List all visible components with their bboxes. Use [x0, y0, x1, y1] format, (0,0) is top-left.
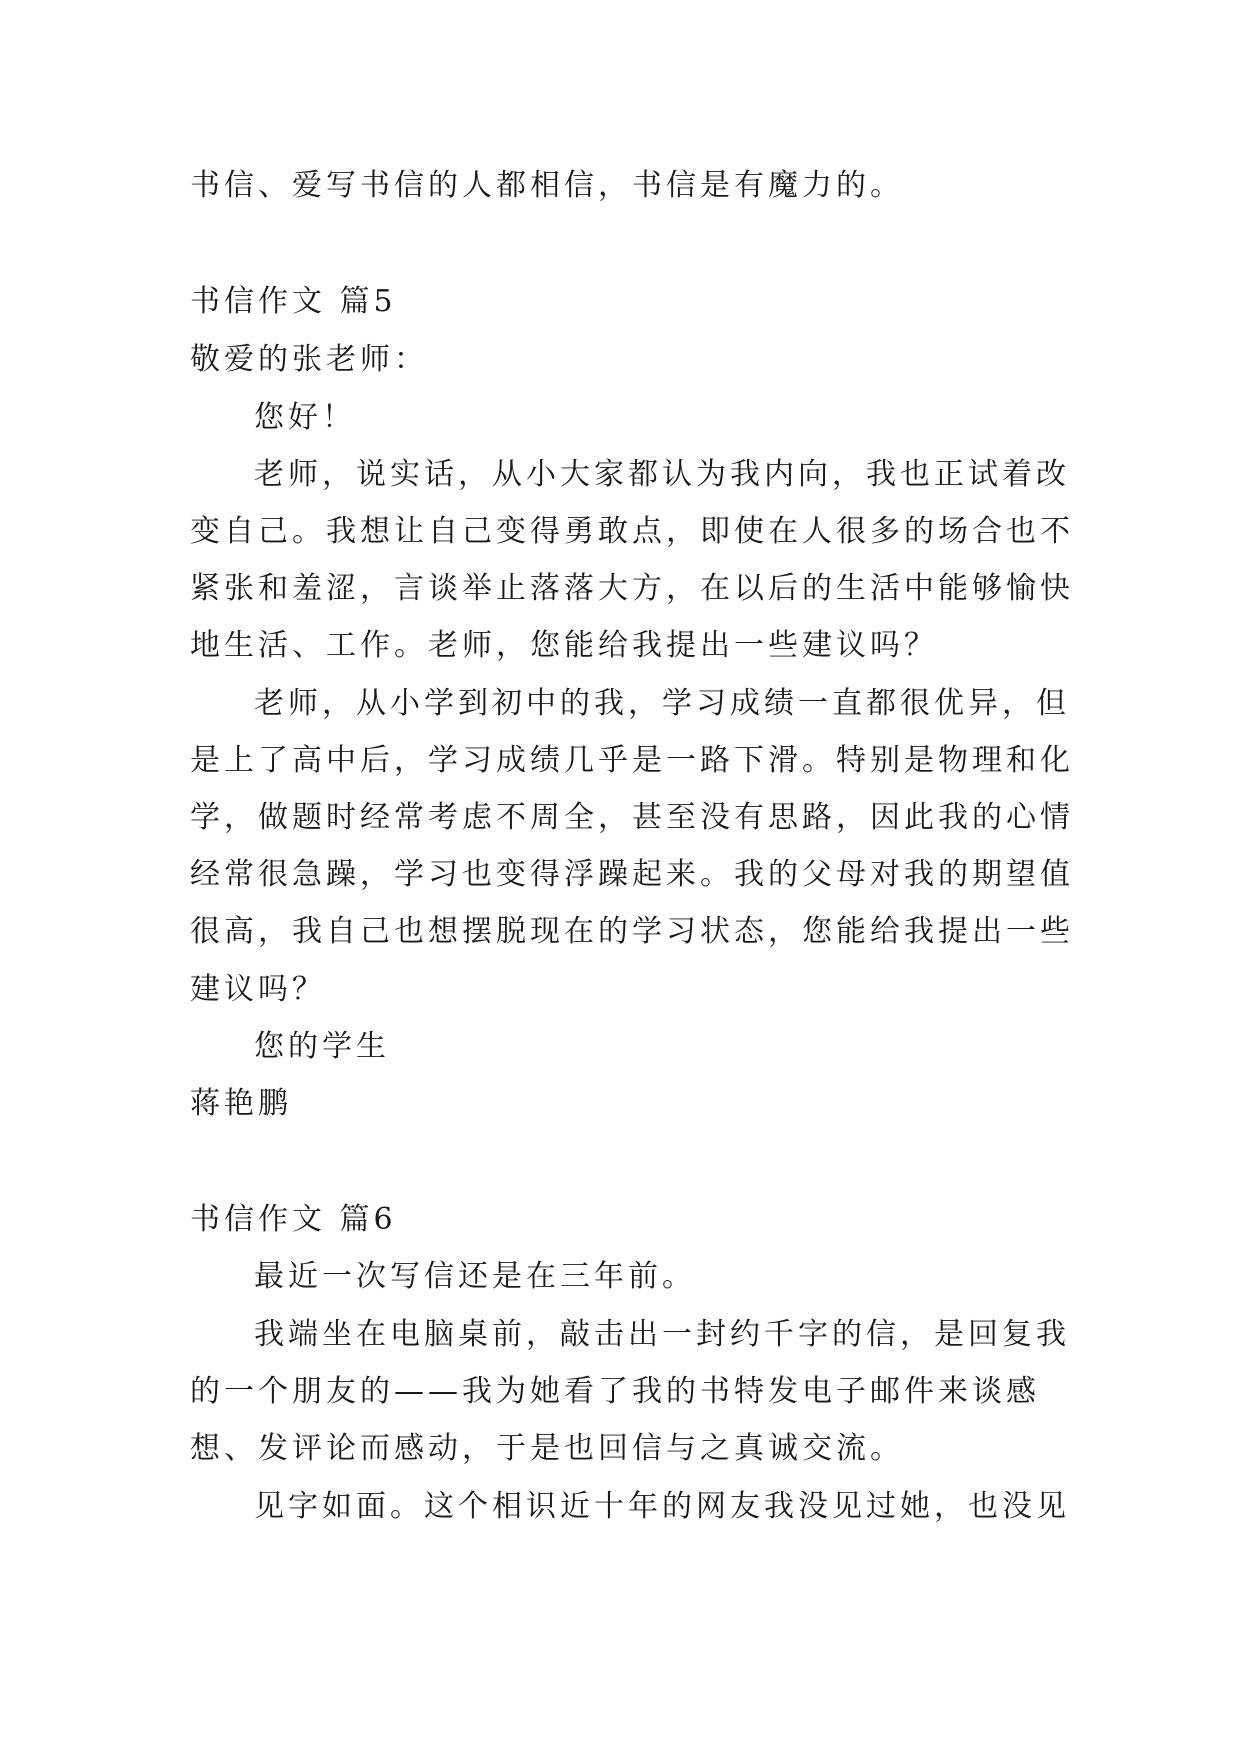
- paragraph-line: 变自己。我想让自己变得勇敢点，即使在人很多的场合也不: [190, 514, 1074, 549]
- paragraph-line: 建议吗？: [190, 972, 326, 1007]
- paragraph-line: 经常很急躁，学习也变得浮躁起来。我的父母对我的期望值: [190, 857, 1074, 892]
- paragraph-line: 见字如面。这个相识近十年的网友我没见过她，也没见: [254, 1489, 1070, 1524]
- paragraph-line: 老师，说实话，从小大家都认为我内向，我也正试着改: [254, 457, 1070, 492]
- paragraph-line: 想、发评论而感动，于是也回信与之真诚交流。: [190, 1431, 904, 1466]
- paragraph-line: 最近一次写信还是在三年前。: [254, 1259, 696, 1294]
- paragraph-line: 地生活、工作。老师，您能给我提出一些建议吗？: [190, 628, 938, 663]
- paragraph-line: 老师，从小学到初中的我，学习成绩一直都很优异，但: [254, 686, 1070, 721]
- paragraph-line: 紧张和羞涩，言谈举止落落大方，在以后的生活中能够愉快: [190, 571, 1074, 606]
- letter-signature: 蒋艳鹏: [190, 1086, 292, 1121]
- paragraph-line: 的一个朋友的——我为她看了我的书特发电子邮件来谈感: [190, 1374, 1040, 1409]
- letter-greeting: 您好！: [254, 400, 356, 435]
- letter-closing: 您的学生: [254, 1029, 390, 1064]
- section-heading: 书信作文 篇6: [190, 1202, 397, 1237]
- text-line: 书信、爱写书信的人都相信，书信是有魔力的。: [190, 168, 904, 203]
- paragraph-line: 学，做题时经常考虑不周全，甚至没有思路，因此我的心情: [190, 800, 1074, 835]
- paragraph-line: 很高，我自己也想摆脱现在的学习状态，您能给我提出一些: [190, 914, 1074, 949]
- section-heading: 书信作文 篇5: [190, 284, 397, 319]
- paragraph-line: 我端坐在电脑桌前，敲击出一封约千字的信，是回复我: [254, 1317, 1070, 1352]
- letter-salutation: 敬爱的张老师：: [190, 342, 428, 377]
- paragraph-line: 是上了高中后，学习成绩几乎是一路下滑。特别是物理和化: [190, 743, 1074, 778]
